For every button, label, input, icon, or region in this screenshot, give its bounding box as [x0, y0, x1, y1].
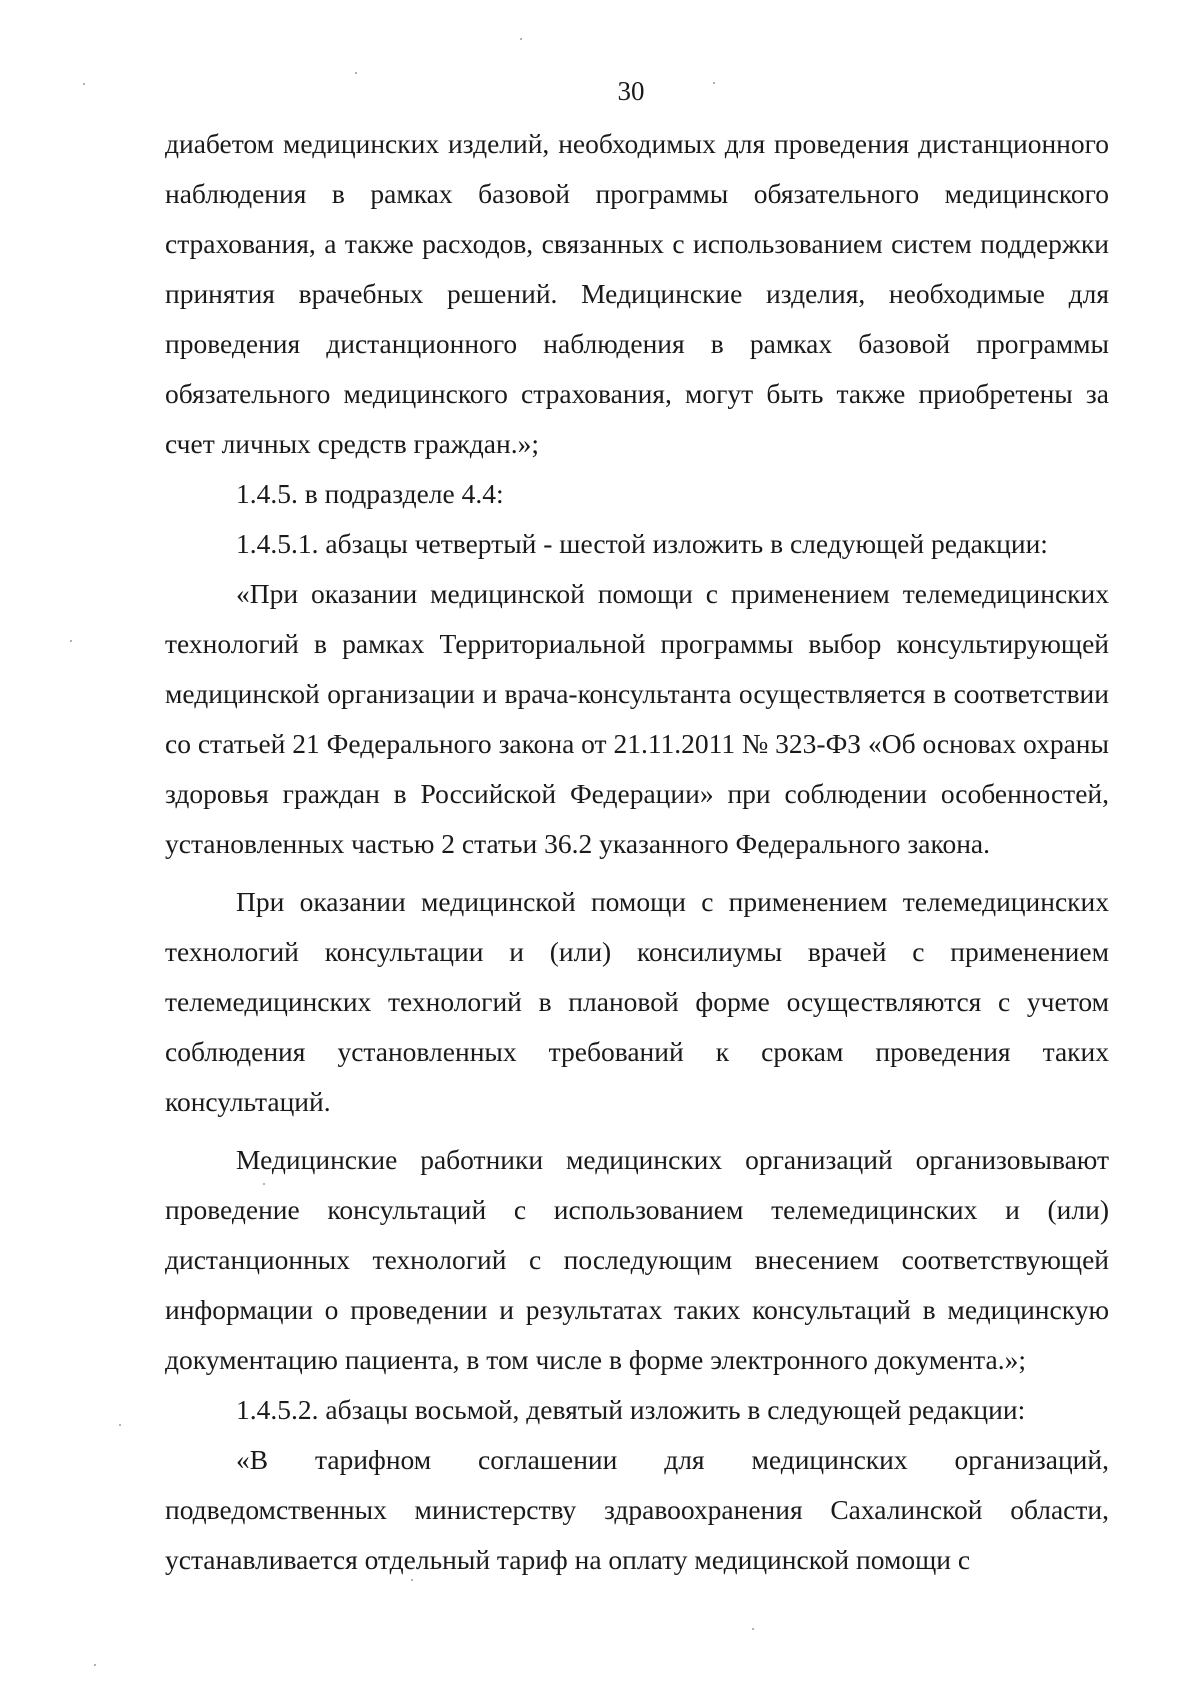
paragraph-telemedicine-consultations: При оказании медицинской помощи с применением телемедицинских технологий консультации и (или) консилиумы врачей с применением телемедицинских технологий в плановой форме осуществляются с учетом соблюдения установленных требований к срокам проведения таких консультаций.: [165, 886, 1109, 1117]
scan-speck: [520, 38, 522, 40]
scan-speck: [119, 1424, 121, 1426]
scan-speck: [355, 72, 357, 74]
paragraph-quote-telemedicine-choice: «При оказании медицинской помощи с применением телемедицинских технологий в рамках Территориальной программы выбор консультирующей медицинской организации и врача-консультанта осуществляется в соответствии со статьей 21 Федерального закона от 21.11.2011 № 323-ФЗ «Об основах охраны здоровья граждан в Российской Федерации» при соблюдении особенностей, установленных частью 2 статьи 36.2 указанного Федерального закона.: [165, 578, 1109, 859]
scan-speck: [713, 82, 715, 84]
scan-speck: [94, 1664, 96, 1666]
paragraph-medical-workers: Медицинские работники медицинских организаций организовывают проведение консультаций с использованием телемедицинских и (или) дистанционных технологий с последующим внесением соответствующей информации о проведении и результатах таких консультаций в медицинскую документацию пациента, в том числе в форме электронного документа.»;: [165, 1144, 1109, 1375]
paragraph-item-1-4-5-2: 1.4.5.2. абзацы восьмой, девятый изложить в следующей редакции:: [236, 1394, 1026, 1425]
scan-speck: [752, 1628, 754, 1630]
scan-speck: [263, 1183, 265, 1185]
document-body: [165, 119, 1109, 1585]
scan-speck: [70, 640, 72, 642]
scan-speck: [83, 83, 85, 85]
paragraph-item-1-4-5: 1.4.5. в подразделе 4.4:: [236, 478, 504, 509]
paragraph-item-1-4-5-1: 1.4.5.1. абзацы четвертый - шестой изложить в следующей редакции:: [236, 528, 1048, 559]
page-number: 30: [617, 76, 645, 106]
paragraph-continuation: диабетом медицинских изделий, необходимых для проведения дистанционного наблюдения в рамках базовой программы обязательного медицинского страхования, а также расходов, связанных с использованием систем поддержки принятия врачебных решений. Медицинские изделия, необходимые для проведения дистанционного наблюдения в рамках базовой программы обязательного медицинского страхования, могут быть также приобретены за счет личных средств граждан.»;: [165, 128, 1109, 459]
paragraph-quote-tariff-agreement: «В тарифном соглашении для медицинских организаций, подведомственных министерству здравоохранения Сахалинской области, устанавливается отдельный тариф на оплату медицинской помощи с: [165, 1444, 1109, 1575]
scan-speck: [411, 1579, 413, 1581]
